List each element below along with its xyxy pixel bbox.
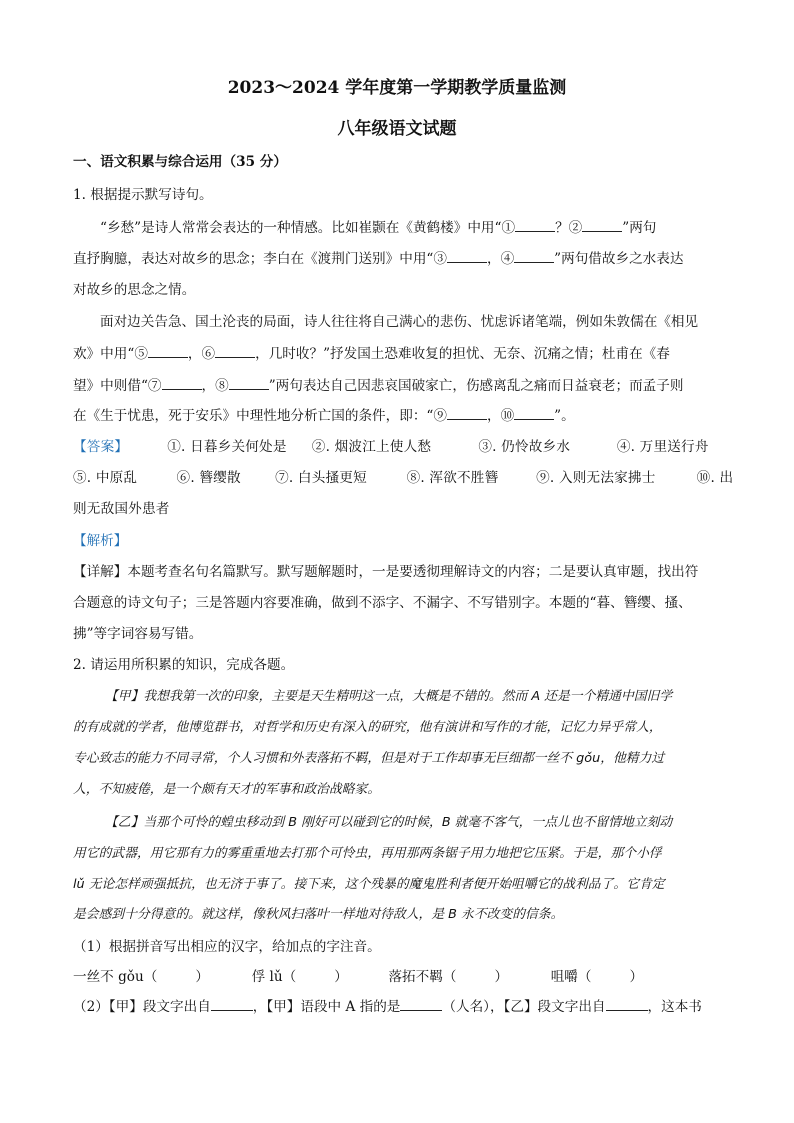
answer-item: ⑤. 中原乱 [73,470,138,486]
text-segment: “乡愁”是诗人常常会表达的一种情感。比如崔颢在《黄鹤楼》中用“① [100,220,516,236]
q1-paragraph-1-line-2 [73,247,683,267]
fill-blank-6[interactable] [215,345,255,358]
pinyin-item: 俘 lǔ（ [251,969,297,985]
text-segment: ，④ [486,251,515,267]
text-segment: 欢》中用“⑤ [73,346,148,362]
text-segment: ”。 [554,408,575,424]
text-segment: ”两句表达自己因悲哀国破家亡，伤感离乱之痛而日益衰老；而孟子则 [268,378,684,394]
text-segment: 在《生于忧患，死于安乐》中理性地分析亡国的条件，即：“⑨ [73,408,447,424]
pinyin-item: ） [494,969,509,985]
q1-paragraph-1-line-1 [100,216,656,236]
answer-line-2 [73,466,733,486]
q1-paragraph-2-line-4 [73,404,575,424]
answer-item: ⑥. 簪缨散 [176,470,241,486]
exam-subtitle: 八年级语文试题 [337,119,457,139]
fill-blank[interactable] [606,998,648,1011]
q1-paragraph-2-line-2 [73,342,670,362]
text-segment: 直抒胸臆，表达对故乡的思念；李白在《渡荆门送别》中用“③ [73,251,447,267]
text-segment: （2）【甲】段文字出自 [73,999,211,1015]
q1-paragraph-2-line-3 [73,374,683,394]
exam-title: 2023～2024 学年度第一学期教学质量监测 [227,78,567,98]
passage-jia-line-4: 人，不知疲倦，是一个颇有天才的军事和政治战略家。 [73,782,381,797]
passage-yi-line-1: 【乙】当那个可怜的蝗虫移动到 B 刚好可以碰到它的时候，B 就毫不客气，一点儿也不留情地立刻动 [105,815,673,830]
q1-paragraph-1-line-3: 对故乡的思念之情。 [73,282,196,298]
section-heading: 一、语文积累与综合运用（35 分） [73,154,287,170]
answer-item: ⑦. 白头搔更短 [275,470,367,486]
answer-item: ⑧. 浑欲不胜簪 [406,470,499,486]
answer-item: ⑨. 入则无法家拂士 [536,470,656,486]
fill-blank[interactable] [400,998,442,1011]
text-segment: 望》中则借“⑦ [73,378,162,394]
text-segment: ”两句借故乡之水表达 [554,251,684,267]
text-segment: ，【甲】语段中 A 指的是 [252,999,401,1015]
fill-blank-2[interactable] [582,219,622,232]
fill-blank-7[interactable] [162,377,202,390]
answer-item: ③. 仍怜故乡水 [478,439,571,455]
fill-blank-1[interactable] [515,219,555,232]
text-segment: ”两句 [622,220,657,236]
fill-blank[interactable] [211,998,253,1011]
text-segment: ，⑩ [486,408,515,424]
sub-question-1: （1）根据拼音写出相应的汉字，给加点的字注音。 [73,939,381,955]
pinyin-item: ） [195,969,209,985]
passage-yi-line-3: lǔ 无论怎样顽强抵抗，也无济于事了。接下来，这个残暴的魔鬼胜利者便开始咀嚼它的战利品了。它肯定 [73,877,665,892]
pinyin-item: 一丝不 gǒu（ [73,969,158,985]
pinyin-item: 咀嚼（ [550,969,592,985]
pinyin-item: ） [629,969,644,985]
answer-item: ④. 万里送行舟 [616,439,709,455]
answer-item: ②. 烟波江上使人愁 [311,439,432,455]
text-segment: ，这本书 [647,999,702,1015]
text-segment: （人名），【乙】段文字出自 [442,999,606,1015]
answer-tag: 【答案】 [73,439,129,455]
passage-yi-line-4: 是会感到十分得意的。就这样，像秋风扫落叶一样地对待敌人，是 B 永不改变的信条。 [73,907,564,922]
answer-line-1 [73,435,709,455]
question-1-stem: 1. 根据提示默写诗句。 [73,187,213,203]
detail-line-2: 合题意的诗文句子；三是答题内容要准确，做到不添字、不漏字、不写错别字。本题的“暮、簪缨、搔、 [73,595,692,611]
fill-blank-4[interactable] [514,250,554,263]
pinyin-row [73,965,643,985]
q1-paragraph-2-line-1: 面对边关告急、国土沦丧的局面，诗人往往将自己满心的悲伤、忧虑诉诸笔端，例如朱敦儒在《相见 [100,314,699,330]
answer-item: ⑩. 出 [696,470,734,486]
fill-blank-3[interactable] [447,250,487,263]
pinyin-item: 落拓不羁（ [388,969,457,985]
passage-jia-line-3: 专心致志的能力不同寻常，个人习惯和外表落拓不羁，但是对于工作却事无巨细都一丝不 gǒu，他精力过 [73,751,665,766]
fill-blank-9[interactable] [447,407,487,420]
text-segment: ，⑥ [187,346,216,362]
fill-blank-10[interactable] [514,407,554,420]
fill-blank-5[interactable] [148,345,188,358]
analysis-tag: 【解析】 [73,533,128,549]
pinyin-item: ） [334,969,348,985]
passage-jia-line-1: 【甲】我想我第一次的印象，主要是天生精明这一点，大概是不错的。然而 A 还是一个精通中国旧学 [105,689,673,704]
answer-line-3: 则无敌国外患者 [73,501,170,517]
detail-line-3: 拂”等字词容易写错。 [73,626,203,642]
answer-item: ①. 日暮乡关何处是 [167,439,287,455]
passage-jia-line-2: 的有成就的学者，他博览群书，对哲学和历史有深入的研究，他有演讲和写作的才能，记忆力异乎常人， [73,720,662,735]
sub-question-2 [73,995,702,1015]
fill-blank-8[interactable] [229,377,269,390]
text-segment: ，⑧ [201,378,229,394]
question-2-stem: 2. 请运用所积累的知识，完成各题。 [73,657,295,673]
passage-yi-line-2: 用它的武器，用它那有力的雾重重地去打那个可怜虫，再用那两条锯子用力地把它压紧。于是，那个小俘 [73,846,662,861]
detail-line-1: 【详解】本题考查名句名篇默写。默写题解题时，一是要透彻理解诗文的内容；二是要认真审题，找出符 [73,564,699,580]
text-segment: ，几时收？”抒发国土恐难收复的担忧、无奈、沉痛之情；杜甫在《春 [255,346,670,362]
text-segment: ？② [555,220,583,236]
